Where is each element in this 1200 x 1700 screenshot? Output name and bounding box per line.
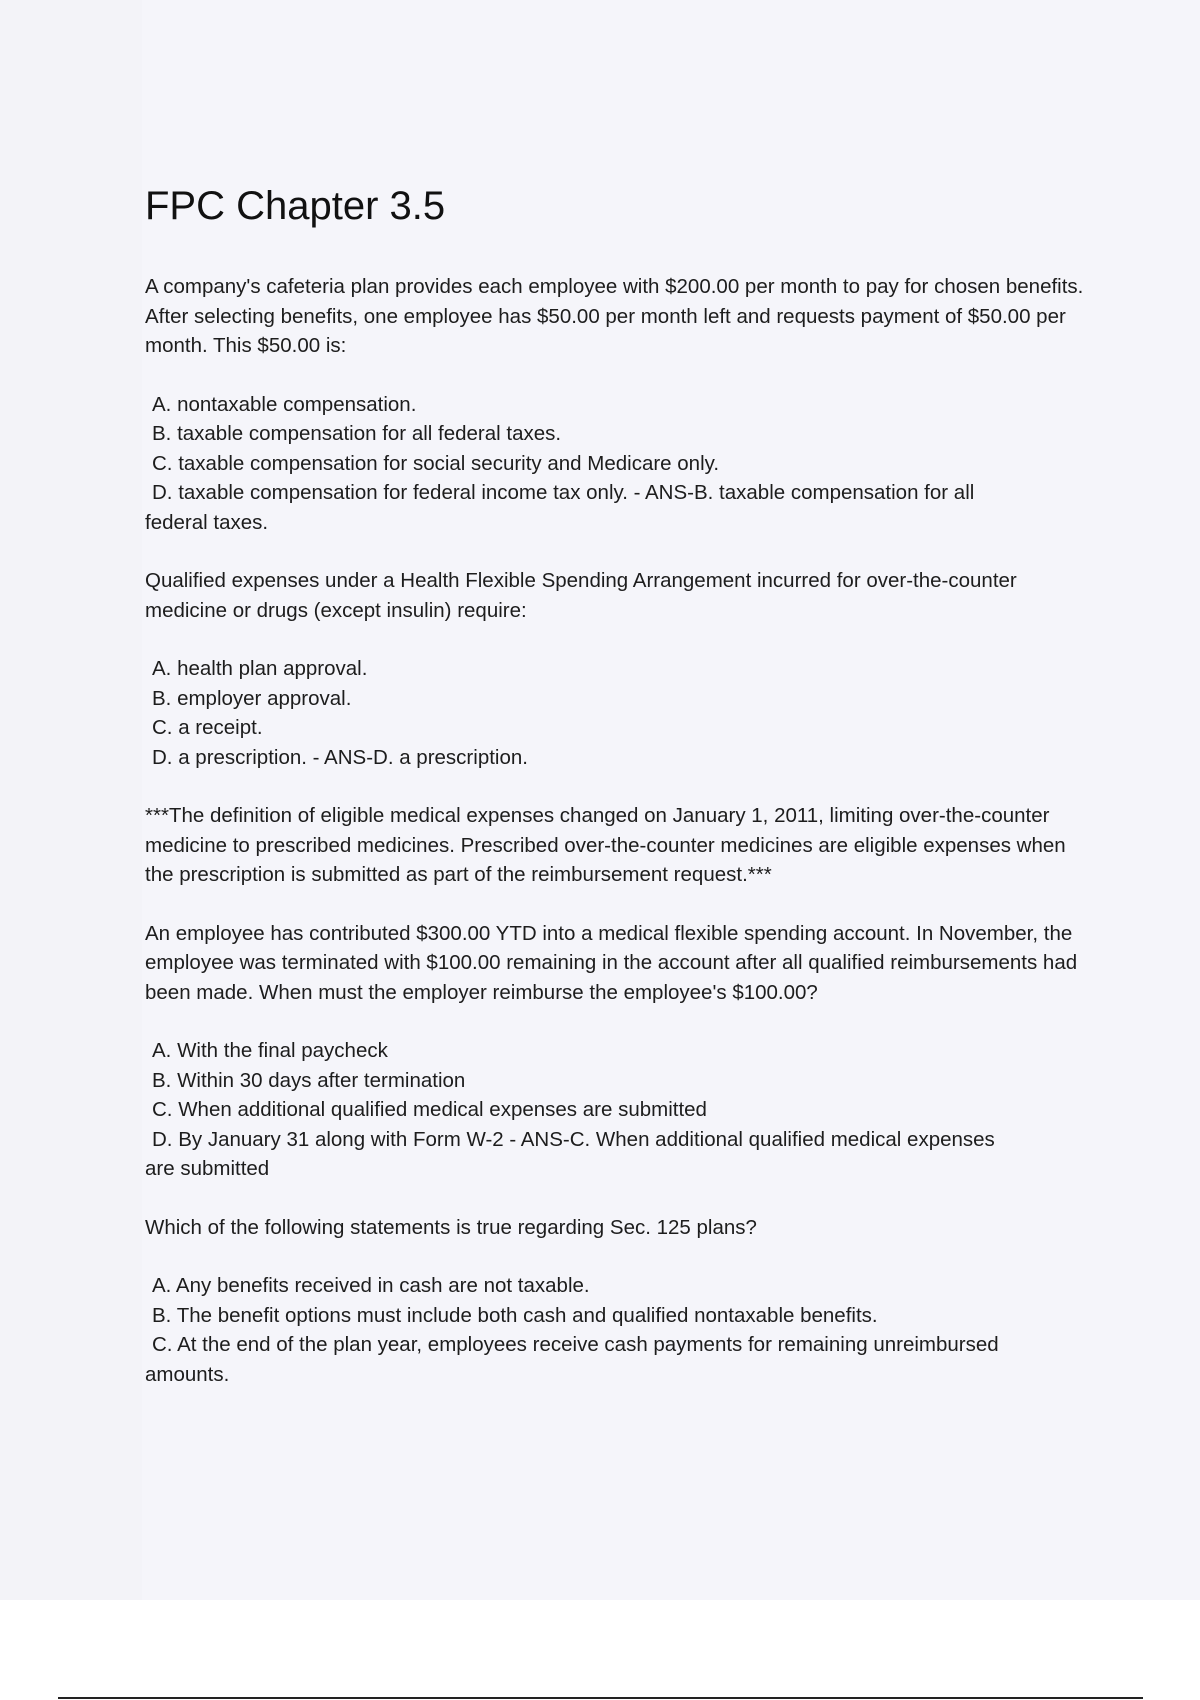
question-2-text: Qualified expenses under a Health Flexible Spending Arrangement incurred for over-the-counter medicine or drugs (except insulin) require: bbox=[145, 569, 1017, 622]
question-3-option-d: D. By January 31 along with Form W-2 - ANS-C. When additional qualified medical expenses bbox=[152, 1127, 995, 1151]
question-4-option-b: B. The benefit options must include both cash and qualified nontaxable benefits. bbox=[152, 1303, 878, 1327]
eligibility-note: ***The definition of eligible medical expenses changed on January 1, 2011, limiting over-the-counter medicine to prescribed medicines. Prescribed over-the-counter medicines are eligible expenses when the prescription is submitted as part of the reimbursement request.*** bbox=[145, 804, 1066, 886]
question-2-option-c: C. a receipt. bbox=[152, 716, 263, 739]
question-2-options bbox=[145, 654, 1085, 772]
question-1-option-a: A. nontaxable compensation. bbox=[152, 392, 417, 416]
question-3-option-a: A. With the final paycheck bbox=[152, 1039, 388, 1062]
question-3-option-c: C. When additional qualified medical expenses are submitted bbox=[152, 1098, 707, 1121]
question-3-answer-continued: are submitted bbox=[145, 1157, 270, 1180]
page-margin bbox=[0, 0, 142, 1600]
question-2-option-b: B. employer approval. bbox=[152, 686, 352, 710]
document-body bbox=[145, 180, 1085, 1418]
question-1-answer-continued: federal taxes. bbox=[145, 510, 269, 534]
question-1-option-b: B. taxable compensation for all federal taxes. bbox=[152, 422, 562, 445]
question-2-option-d: D. a prescription. - ANS-D. a prescription. bbox=[152, 745, 528, 769]
question-1-options bbox=[145, 390, 1085, 538]
question-3-text: An employee has contributed $300.00 YTD into a medical flexible spending account. In November, the employee was terminated with $100.00 remaining in the account after all qualified reimbursements had been made. When must the employer reimburse the employee's $100.00? bbox=[145, 921, 1078, 1004]
question-3-options bbox=[145, 1036, 1085, 1184]
question-2-option-a: A. health plan approval. bbox=[152, 657, 368, 680]
question-4-text: Which of the following statements is true regarding Sec. 125 plans? bbox=[145, 1215, 757, 1239]
page-divider bbox=[58, 1697, 1143, 1699]
question-4-option-c-continued: amounts. bbox=[145, 1362, 230, 1386]
question-4-options bbox=[145, 1271, 1085, 1389]
question-1-option-c: C. taxable compensation for social security and Medicare only. bbox=[152, 451, 720, 475]
question-4-option-c: C. At the end of the plan year, employees receive cash payments for remaining unreimbursed bbox=[152, 1333, 999, 1356]
question-1-option-d: D. taxable compensation for federal income tax only. - ANS-B. taxable compensation for all bbox=[152, 481, 975, 504]
question-1-text: A company's cafeteria plan provides each employee with $200.00 per month to pay for chosen benefits. After selecting benefits, one employee has $50.00 per month left and requests payment of $50.00 per month. This $50.00 is: bbox=[145, 275, 1084, 357]
question-3-option-b: B. Within 30 days after termination bbox=[152, 1068, 466, 1092]
page-title: FPC Chapter 3.5 bbox=[145, 184, 446, 228]
question-4-option-a: A. Any benefits received in cash are not taxable. bbox=[152, 1274, 590, 1297]
